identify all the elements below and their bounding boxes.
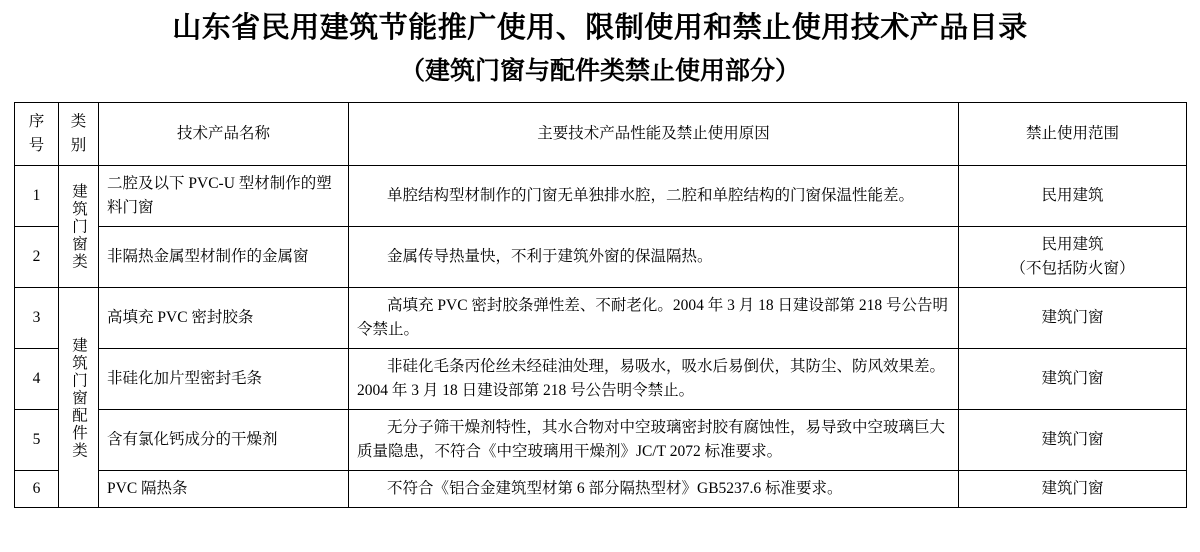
prohibited-scope <box>959 471 1187 508</box>
product-name: 非隔热金属型材制作的金属窗 <box>99 227 349 288</box>
prohibited-scope <box>959 227 1187 288</box>
table-row <box>15 471 1187 508</box>
table-row <box>15 227 1187 288</box>
column-header-no: 序号 <box>15 103 59 166</box>
prohibited-scope-text: 民用建筑 <box>1041 187 1104 205</box>
prohibited-scope <box>959 166 1187 227</box>
product-name: 二腔及以下 PVC-U 型材制作的塑料门窗 <box>99 166 349 227</box>
table-header <box>15 103 1187 166</box>
catalog-table <box>14 102 1187 508</box>
product-performance: 无分子筛干燥剂特性，其水合物对中空玻璃密封胶有腐蚀性，易导致中空玻璃巨大质量隐患，不符合《中空玻璃用干燥剂》JC/T 2072 标准要求。 <box>349 410 959 471</box>
row-number: 5 <box>15 410 59 471</box>
product-name: 高填充 PVC 密封胶条 <box>99 288 349 349</box>
page-subtitle: （建筑门窗与配件类禁止使用部分） <box>399 57 800 85</box>
column-header-category <box>59 103 99 166</box>
product-performance: 金属传导热量快，不利于建筑外窗的保温隔热。 <box>349 227 959 288</box>
product-name: PVC 隔热条 <box>99 471 349 508</box>
product-name: 非硅化加片型密封毛条 <box>99 349 349 410</box>
prohibited-scope-note: （不包括防火窗） <box>1010 260 1135 278</box>
row-number: 6 <box>15 471 59 508</box>
column-header-performance: 主要技术产品性能及禁止使用原因 <box>349 103 959 166</box>
table-row <box>15 349 1187 410</box>
table-row <box>15 288 1187 349</box>
prohibited-scope-text: 建筑门窗 <box>1041 309 1104 327</box>
prohibited-scope-text: 建筑门窗 <box>1041 370 1104 388</box>
category-group-label-text: 建筑门窗类 <box>70 182 88 271</box>
category-group-label-text: 建筑门窗配件类 <box>70 336 88 460</box>
prohibited-scope <box>959 288 1187 349</box>
column-header-product-name: 技术产品名称 <box>99 103 349 166</box>
product-performance: 非硅化毛条丙伦丝未经硅油处理，易吸水，吸水后易倒伏，其防尘、防风效果差。2004 年 3 月 18 日建设部第 218 号公告明令禁止。 <box>349 349 959 410</box>
column-header-category-line1: 类 <box>70 113 87 131</box>
page-title: 山东省民用建筑节能推广使用、限制使用和禁止使用技术产品目录 <box>172 12 1028 44</box>
prohibited-scope-text: 建筑门窗 <box>1041 480 1104 498</box>
prohibited-scope-text: 建筑门窗 <box>1041 431 1104 449</box>
column-header-category-line2: 别 <box>70 137 87 155</box>
prohibited-scope-text: 民用建筑 <box>1041 236 1104 254</box>
prohibited-scope <box>959 349 1187 410</box>
document-page <box>0 10 1200 552</box>
row-number: 3 <box>15 288 59 349</box>
table-header-row <box>15 103 1187 166</box>
product-performance: 单腔结构型材制作的门窗无单独排水腔，二腔和单腔结构的门窗保温性能差。 <box>349 166 959 227</box>
table-row <box>15 166 1187 227</box>
table-body <box>15 166 1187 508</box>
product-performance: 不符合《铝合金建筑型材第 6 部分隔热型材》GB5237.6 标准要求。 <box>349 471 959 508</box>
column-header-scope: 禁止使用范围 <box>959 103 1187 166</box>
catalog-table-wrapper <box>14 102 1186 508</box>
row-number: 1 <box>15 166 59 227</box>
category-group-label <box>59 166 99 288</box>
row-number: 2 <box>15 227 59 288</box>
product-performance: 高填充 PVC 密封胶条弹性差、不耐老化。2004 年 3 月 18 日建设部第 218 号公告明令禁止。 <box>349 288 959 349</box>
product-name: 含有氯化钙成分的干燥剂 <box>99 410 349 471</box>
table-row <box>15 410 1187 471</box>
prohibited-scope <box>959 410 1187 471</box>
category-group-label <box>59 288 99 508</box>
row-number: 4 <box>15 349 59 410</box>
